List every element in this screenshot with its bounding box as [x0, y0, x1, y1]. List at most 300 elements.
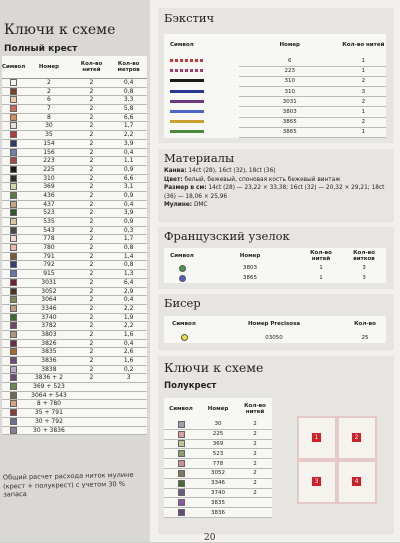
threads-cell: 2 — [73, 322, 111, 331]
number-cell: 369 — [198, 439, 238, 449]
symbol-cell — [164, 107, 239, 117]
meters-cell: 1,9 — [110, 313, 147, 322]
table-row — [2, 87, 147, 96]
threads-cell: 2 — [73, 287, 111, 296]
blend-row — [2, 417, 147, 426]
meters-cell: 6,4 — [110, 278, 147, 287]
number-cell: 7 — [25, 105, 72, 114]
number-cell: 8 — [25, 113, 72, 122]
table-row — [164, 66, 386, 76]
number-cell: 310 — [239, 76, 341, 86]
table-row — [164, 117, 386, 127]
symbol-cell — [2, 165, 25, 174]
full-cross-subtitle: Полный крест — [4, 44, 78, 54]
symbol-swatch — [10, 235, 17, 242]
meters-cell: 6,6 — [110, 113, 147, 122]
symbol-cell — [2, 235, 25, 244]
threads-cell: 1 — [341, 127, 386, 137]
threads-cell: 2 — [341, 97, 386, 107]
meters-cell: 0,3 — [110, 226, 147, 235]
symbol-cell — [2, 252, 25, 261]
table-row — [164, 107, 386, 117]
number-cell: 792 — [25, 261, 72, 270]
symbol-swatch — [10, 322, 17, 329]
meters-cell: 0,8 — [110, 261, 147, 270]
symbol-cell — [2, 105, 25, 114]
symbol-cell — [164, 127, 239, 137]
symbol-cell — [2, 383, 25, 392]
french-knot-table — [164, 248, 386, 283]
half-cross-table — [164, 398, 272, 518]
symbol-cell — [164, 66, 239, 76]
threads-cell: 2 — [238, 429, 272, 439]
number-cell: 35 + 791 — [25, 409, 72, 418]
number-cell: 03050 — [265, 334, 283, 341]
meters-cell: 1,6 — [110, 330, 147, 339]
backstitch-line-swatch — [170, 130, 204, 133]
threads-cell: 2 — [73, 226, 111, 235]
meters-cell: 0,2 — [110, 365, 147, 374]
threads-cell: 2 — [73, 200, 111, 209]
number-cell: 3803 — [243, 265, 257, 271]
symbol-cell — [2, 209, 25, 218]
threads-cell: 2 — [73, 105, 111, 114]
part-1 — [299, 418, 335, 458]
col-threads: Кол-во нитей — [73, 56, 111, 79]
part-2 — [339, 418, 375, 458]
symbol-swatch — [10, 218, 17, 225]
table-row — [164, 429, 272, 439]
floss-line — [164, 201, 390, 210]
number-cell: 154 — [25, 139, 72, 148]
number-cell: 3346 — [198, 478, 238, 488]
table-row — [2, 261, 147, 270]
table-row — [2, 191, 147, 200]
threads-cell: 2 — [238, 449, 272, 459]
meters-cell: 3,9 — [110, 139, 147, 148]
symbol-swatch — [178, 421, 185, 428]
symbol-swatch — [10, 183, 17, 190]
symbol-cell — [2, 400, 25, 409]
number-cell: 30 + 3836 — [25, 426, 72, 435]
backstitch-line-swatch — [170, 59, 204, 62]
table-row — [2, 131, 147, 140]
symbol-cell — [164, 87, 239, 97]
number-cell: 30 + 792 — [25, 417, 72, 426]
floss-value: DMC — [193, 202, 208, 209]
backstitch-title: Бэкстич — [164, 11, 215, 25]
symbol-swatch — [10, 400, 17, 407]
symbol-cell — [164, 332, 204, 343]
threads-cell: 2 — [73, 122, 111, 131]
part-4-label: 4 — [352, 477, 361, 486]
number-cell: 3826 — [25, 339, 72, 348]
knot-symbol — [179, 265, 186, 272]
threads-cell — [73, 400, 111, 409]
threads-cell — [238, 508, 272, 518]
symbol-cell — [2, 218, 25, 227]
symbol-cell — [2, 148, 25, 157]
symbol-swatch — [10, 175, 17, 182]
meters-cell: 0,8 — [110, 244, 147, 253]
threads-cell: 2 — [73, 348, 111, 357]
turns-cell: 3 — [362, 265, 366, 271]
table-row — [2, 313, 147, 322]
threads-cell: 1 — [341, 66, 386, 76]
symbol-swatch — [178, 489, 185, 496]
backstitch-line-swatch — [170, 100, 204, 103]
table-row — [164, 468, 272, 478]
symbol-cell — [2, 270, 25, 279]
threads-cell: 2 — [238, 439, 272, 449]
symbol-cell — [164, 97, 239, 107]
beads-panel — [158, 294, 394, 350]
hc-col-threads: Кол-во нитей — [244, 403, 266, 415]
number-cell: 3052 — [25, 287, 72, 296]
table-row — [2, 122, 147, 131]
fk-col-number: Номер — [239, 252, 261, 259]
threads-cell: 2 — [73, 139, 111, 148]
meters-cell: 2,9 — [110, 287, 147, 296]
number-cell: 3782 — [25, 322, 72, 331]
threads-cell — [73, 409, 111, 418]
symbol-swatch — [10, 314, 17, 321]
table-row — [164, 127, 386, 137]
french-knot-title: Французский узелок — [164, 229, 290, 243]
number-cell: 523 — [25, 209, 72, 218]
bs-col-threads: Кол-во нитей — [342, 42, 385, 48]
number-cell: 3835 — [25, 348, 72, 357]
threads-cell: 1 — [319, 265, 323, 271]
symbol-cell — [2, 191, 25, 200]
symbol-cell — [2, 96, 25, 105]
symbol-cell — [2, 348, 25, 357]
symbol-swatch — [10, 288, 17, 295]
meters-cell — [110, 400, 147, 409]
threads-cell: 2 — [73, 365, 111, 374]
number-cell: 30 — [25, 122, 72, 131]
threads-cell: 2 — [73, 313, 111, 322]
symbol-cell — [2, 200, 25, 209]
table-row — [164, 439, 272, 449]
meters-cell: 0,4 — [110, 296, 147, 305]
symbol-swatch — [10, 305, 17, 312]
number-cell: 156 — [25, 148, 72, 157]
threads-cell: 2 — [238, 468, 272, 478]
backstitch-line-swatch — [170, 120, 204, 123]
symbol-swatch — [10, 227, 17, 234]
symbol-cell — [164, 117, 239, 127]
symbol-cell — [164, 488, 198, 498]
bd-col-qty: Кол-во — [354, 321, 376, 327]
meters-cell: 6,6 — [110, 174, 147, 183]
number-cell: 3052 — [198, 468, 238, 478]
symbol-cell — [2, 304, 25, 313]
symbol-swatch — [10, 340, 17, 347]
symbol-swatch — [10, 96, 17, 103]
symbol-cell — [2, 226, 25, 235]
threads-cell: 2 — [73, 157, 111, 166]
symbol-cell — [2, 365, 25, 374]
bd-col-symbol: Символ — [172, 321, 196, 327]
threads-cell: 2 — [73, 270, 111, 279]
table-row — [2, 296, 147, 305]
number-cell: 3865 — [239, 127, 341, 137]
threads-cell: 2 — [73, 252, 111, 261]
threads-cell: 2 — [238, 420, 272, 429]
meters-cell: 0,4 — [110, 200, 147, 209]
symbol-cell — [164, 420, 198, 429]
number-cell: 3838 — [25, 365, 72, 374]
threads-cell: 2 — [73, 235, 111, 244]
symbol-cell — [2, 339, 25, 348]
table-row — [164, 273, 386, 283]
col-symbol: Символ — [2, 56, 25, 79]
threads-cell: 2 — [341, 76, 386, 86]
table-row — [2, 357, 147, 366]
blend-row — [2, 391, 147, 400]
meters-cell: 1,4 — [110, 252, 147, 261]
color-value: белый, бежевый, споновая кость бежевый винтаж — [184, 176, 341, 183]
part-3 — [299, 462, 335, 502]
canvas-line — [164, 167, 390, 176]
part-4 — [339, 462, 375, 502]
meters-cell — [110, 417, 147, 426]
table-row — [2, 244, 147, 253]
table-row — [2, 322, 147, 331]
number-cell: 6 — [25, 96, 72, 105]
table-row — [2, 270, 147, 279]
symbol-cell — [2, 183, 25, 192]
number-cell: 3064 + 543 — [25, 391, 72, 400]
size-label: Размер в см: — [164, 185, 207, 192]
threads-cell — [73, 417, 111, 426]
symbol-swatch — [178, 450, 185, 457]
symbol-cell — [2, 139, 25, 148]
table-row — [164, 56, 386, 66]
full-cross-title: Ключи к схеме — [4, 22, 116, 38]
table-row — [2, 218, 147, 227]
table-row — [2, 105, 147, 114]
number-cell: 3740 — [198, 488, 238, 498]
threads-cell: 2 — [73, 191, 111, 200]
number-cell: 3031 — [25, 278, 72, 287]
symbol-swatch — [10, 392, 17, 399]
number-cell: 310 — [25, 174, 72, 183]
table-row — [164, 97, 386, 107]
number-cell: 310 — [239, 87, 341, 97]
meters-cell: 5,8 — [110, 105, 147, 114]
backstitch-line-swatch — [170, 90, 204, 93]
table-row — [2, 157, 147, 166]
col-meters: Кол-во метров — [110, 56, 147, 79]
symbol-cell — [2, 278, 25, 287]
number-cell: 30 — [198, 420, 238, 429]
symbol-cell — [2, 261, 25, 270]
table-row — [2, 165, 147, 174]
meters-cell: 1,7 — [110, 235, 147, 244]
beads-table — [164, 316, 386, 343]
materials-title: Материалы — [164, 151, 235, 165]
backstitch-panel — [158, 8, 394, 143]
number-cell: 523 — [198, 449, 238, 459]
table-row — [164, 488, 272, 498]
fk-col-threads: Кол-во нитей — [310, 249, 332, 262]
symbol-cell — [164, 498, 198, 508]
number-cell: 3865 — [239, 117, 341, 127]
table-row — [2, 79, 147, 88]
table-row — [2, 209, 147, 218]
symbol-swatch — [178, 440, 185, 447]
symbol-cell — [164, 263, 200, 273]
table-row — [164, 420, 272, 429]
blend-row — [2, 400, 147, 409]
table-row — [164, 498, 272, 508]
table-row — [2, 365, 147, 374]
part-2-label: 2 — [352, 433, 361, 442]
threads-cell: 2 — [73, 330, 111, 339]
floss-label: Мулине: — [164, 202, 193, 209]
symbol-swatch — [10, 427, 17, 434]
full-cross-table — [2, 56, 147, 435]
backstitch-table — [164, 34, 386, 138]
symbol-swatch — [10, 244, 17, 251]
meters-cell: 2,2 — [110, 304, 147, 313]
threads-cell: 2 — [238, 488, 272, 498]
symbol-cell — [2, 391, 25, 400]
meters-cell: 1,3 — [110, 270, 147, 279]
turns-cell: 3 — [362, 275, 366, 281]
pattern-parts-grid — [297, 416, 377, 504]
threads-cell: 2 — [73, 183, 111, 192]
meters-cell: 3,9 — [110, 209, 147, 218]
blend-row — [2, 409, 147, 418]
number-cell: 3836 — [25, 357, 72, 366]
table-row — [164, 508, 272, 518]
meters-cell: 3 — [110, 374, 147, 383]
symbol-swatch — [10, 374, 17, 381]
number-cell: 225 — [198, 429, 238, 439]
symbol-swatch — [10, 122, 17, 129]
number-cell: 437 — [25, 200, 72, 209]
hc-col-symbol: Символ — [169, 406, 193, 412]
table-row — [2, 287, 147, 296]
part-1-label: 1 — [312, 433, 321, 442]
symbol-cell — [164, 439, 198, 449]
meters-cell: 3,3 — [110, 96, 147, 105]
symbol-swatch — [10, 88, 17, 95]
threads-cell — [73, 383, 111, 392]
meters-cell: 3,1 — [110, 183, 147, 192]
meters-cell: 0,9 — [110, 218, 147, 227]
table-row — [164, 478, 272, 488]
page-number: 20 — [204, 533, 216, 543]
table-row — [2, 304, 147, 313]
number-cell: 3064 — [25, 296, 72, 305]
symbol-swatch — [178, 460, 185, 467]
threads-cell: 1 — [341, 107, 386, 117]
threads-cell: 2 — [73, 209, 111, 218]
number-cell: 3346 — [25, 304, 72, 313]
symbol-cell — [2, 79, 25, 88]
threads-cell: 2 — [341, 117, 386, 127]
half-cross-subtitle: Полукрест — [164, 381, 217, 391]
table-row — [164, 263, 386, 273]
meters-cell — [110, 409, 147, 418]
symbol-cell — [2, 131, 25, 140]
symbol-swatch — [178, 431, 185, 438]
table-row — [2, 139, 147, 148]
threads-cell: 2 — [73, 296, 111, 305]
symbol-swatch — [178, 499, 185, 506]
left-column — [0, 0, 150, 542]
number-cell: 225 — [25, 165, 72, 174]
symbol-cell — [2, 409, 25, 418]
symbol-cell — [2, 174, 25, 183]
table-row — [2, 113, 147, 122]
size-value: 14ct (28) — 23,22 × 33,38; 16ct (32) — 20,32 × 29,21; 18ct (36) — 18,06 × 25,96 — [164, 185, 385, 200]
symbol-swatch — [10, 357, 17, 364]
table-row — [2, 330, 147, 339]
threads-cell — [238, 498, 272, 508]
blend-row — [2, 383, 147, 392]
number-cell: 543 — [25, 226, 72, 235]
symbol-cell — [2, 313, 25, 322]
symbol-swatch — [10, 166, 17, 173]
threads-cell: 2 — [73, 113, 111, 122]
number-cell: 780 — [25, 244, 72, 253]
bs-col-number: Номер — [279, 42, 300, 48]
threads-cell: 1 — [341, 56, 386, 66]
symbol-cell — [2, 244, 25, 253]
table-row — [2, 235, 147, 244]
number-cell: 436 — [25, 191, 72, 200]
symbol-cell — [164, 429, 198, 439]
meters-cell: 0,8 — [110, 87, 147, 96]
threads-cell: 2 — [73, 79, 111, 88]
symbol-swatch — [178, 470, 185, 477]
symbol-swatch — [10, 409, 17, 416]
threads-cell: 2 — [73, 278, 111, 287]
threads-cell: 1 — [319, 275, 323, 281]
table-row — [164, 87, 386, 97]
threads-cell: 2 — [73, 148, 111, 157]
symbol-swatch — [10, 149, 17, 156]
symbol-cell — [2, 296, 25, 305]
symbol-cell — [164, 76, 239, 86]
bs-col-symbol: Символ — [170, 42, 194, 48]
symbol-swatch — [10, 418, 17, 425]
symbol-cell — [164, 459, 198, 469]
floss-note: Общий расчет расхода ниток мулине (крест + полукрест) с учетом 30 % запаса — [2, 470, 134, 499]
meters-cell: 1,6 — [110, 357, 147, 366]
meters-cell: 1,1 — [110, 157, 147, 166]
table-row — [2, 339, 147, 348]
number-cell: 369 — [25, 183, 72, 192]
meters-cell: 0,9 — [110, 165, 147, 174]
symbol-swatch — [10, 192, 17, 199]
table-row — [164, 449, 272, 459]
meters-cell: 1,7 — [110, 122, 147, 131]
meters-cell: 0,9 — [110, 191, 147, 200]
symbol-swatch — [178, 480, 185, 487]
table-row — [2, 200, 147, 209]
threads-cell: 2 — [73, 87, 111, 96]
threads-cell: 2 — [73, 339, 111, 348]
number-cell: 3865 — [243, 275, 257, 281]
number-cell: 369 + 523 — [25, 383, 72, 392]
fk-col-turns: Кол-во витков — [353, 249, 375, 262]
